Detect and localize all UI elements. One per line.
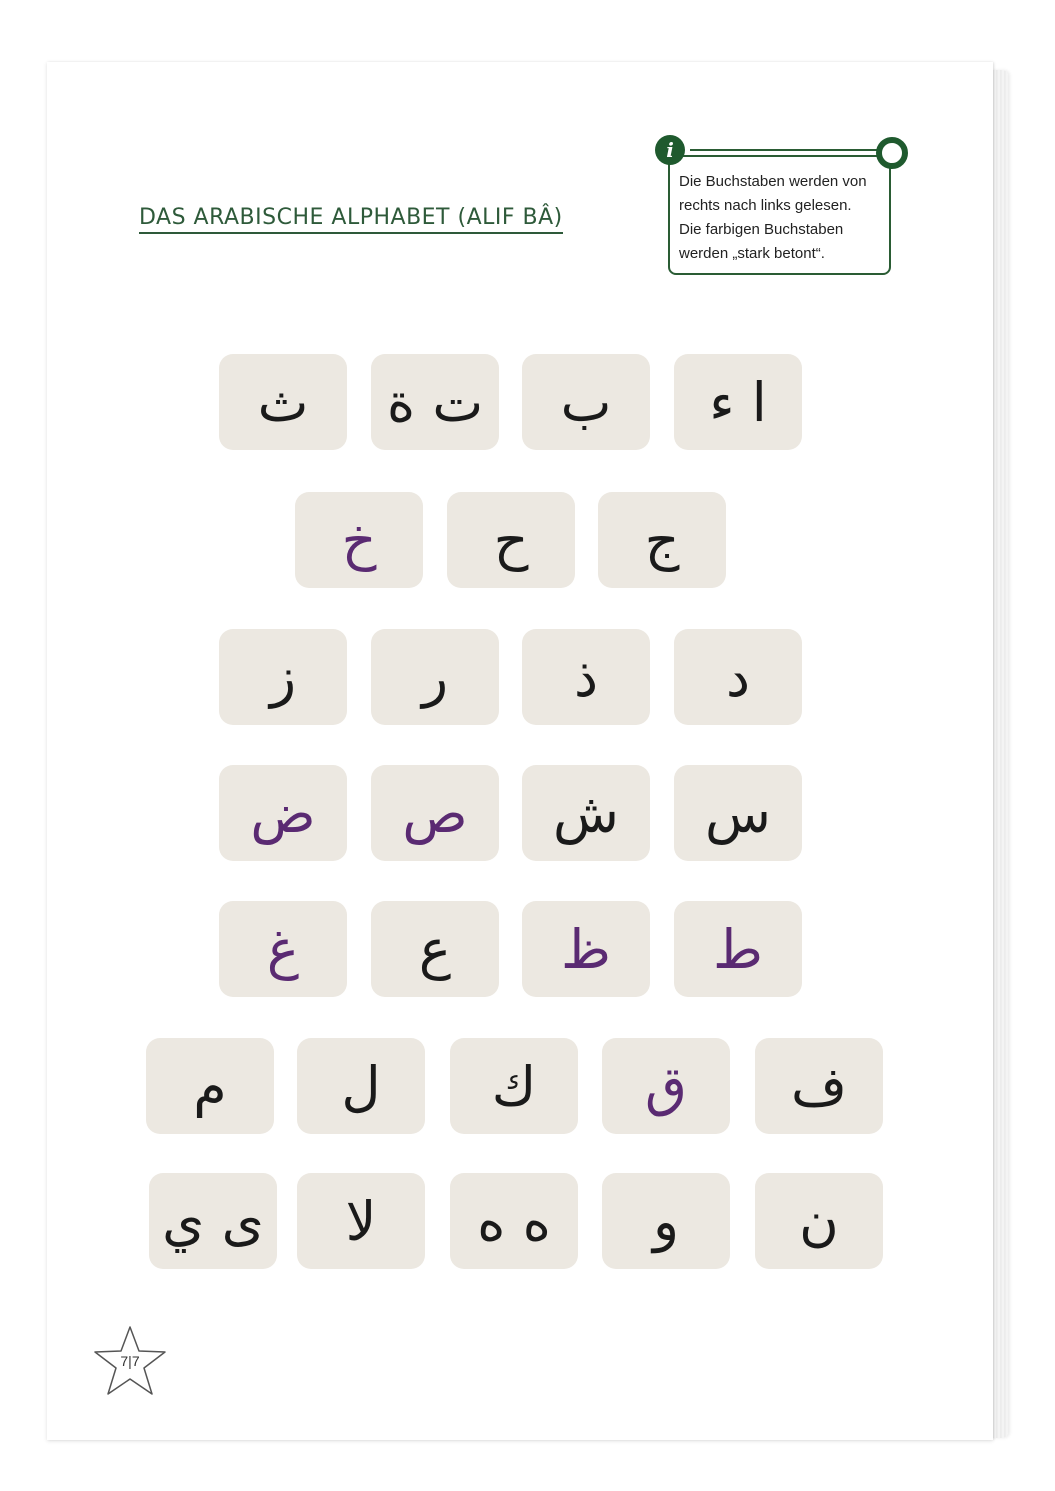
info-box [666,138,891,275]
letter-tile: ل [297,1038,425,1134]
letter-tile: ع [371,901,499,997]
letter-tile: ن [755,1173,883,1269]
letter-tile: س [674,765,802,861]
letter-tile: ك [450,1038,578,1134]
info-line: Die Buchstaben werden von [679,173,867,190]
book-page [47,62,993,1440]
letter-tile-emphasized: غ [219,901,347,997]
page-number: 7|7 [120,1353,140,1369]
letter-tile-emphasized: ض [219,765,347,861]
letter-tile-emphasized: ظ [522,901,650,997]
info-icon: i [655,135,685,165]
info-line: rechts nach links gelesen. [679,197,852,214]
letter-tile: لا [297,1173,425,1269]
letter-tile: ب [522,354,650,450]
letter-tile: ش [522,765,650,861]
letter-tile: د [674,629,802,725]
letter-tile: ح [447,492,575,588]
info-rod [690,149,884,151]
letter-tile: ر [371,629,499,725]
info-text [679,170,884,266]
letter-tile: ا ء [674,354,802,450]
letter-tile: ى ي [149,1173,277,1269]
letter-tile: ث [219,354,347,450]
letter-tile-emphasized: ص [371,765,499,861]
letter-tile: ف [755,1038,883,1134]
letter-tile-emphasized: خ [295,492,423,588]
letter-tile-emphasized: ط [674,901,802,997]
letter-tile: و [602,1173,730,1269]
info-line: werden „stark betont“. [679,245,825,262]
info-line: Die farbigen Buchstaben [679,221,844,238]
letter-tile: ذ [522,629,650,725]
letter-tile: ج [598,492,726,588]
letter-tile: ز [219,629,347,725]
ring-icon [876,137,908,169]
page-title: DAS ARABISCHE ALPHABET (ALIF BÂ) [139,205,563,234]
letter-tile: ه ه [450,1173,578,1269]
letter-tile: م [146,1038,274,1134]
letter-tile-emphasized: ق [602,1038,730,1134]
letter-tile: ت ة [371,354,499,450]
